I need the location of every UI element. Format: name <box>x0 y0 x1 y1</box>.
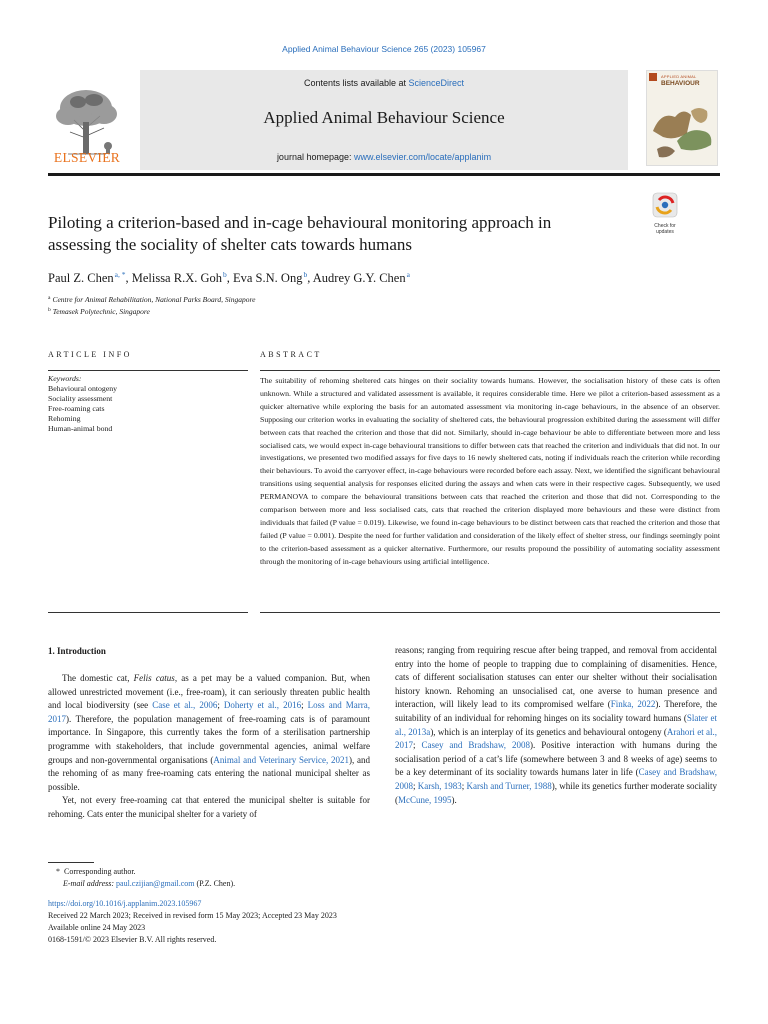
author[interactable]: Melissa R.X. Goh$^b$ <box>131 270 227 285</box>
publisher-name: ELSEVIER <box>53 150 121 165</box>
intro-paragraph-1: The domestic cat, Felis catus, as a pet may be a valued companion. But, when allowed unrestricted movement (i.e., free-roam), it can seriously threaten public health and local biodiversity (see Case et al., 2006; Doherty et al., 2016; Loss and Marra, 2017). Therefore, the population management of free-roaming cats is of paramount importance. In Singapore, this currently takes the form of a sterilisation partnership programme with stakeholders, that include governmental agencies, animal welfare groups and non-governmental organisations (Animal and Veterinary Service, 2021), and the rehoming of as many free-roaming cats entering the national municipal shelter as possible. <box>48 673 370 792</box>
check-for-updates-badge[interactable] <box>647 192 683 235</box>
received-dates: Received 22 March 2023; Received in revised form 15 May 2023; Accepted 23 May 2023 <box>48 911 337 920</box>
author[interactable]: Audrey G.Y. Chen$^a$ <box>312 270 410 285</box>
homepage-line <box>140 152 628 162</box>
abstract-rule <box>260 370 720 371</box>
reference-link[interactable]: McCune, 1995 <box>398 794 452 805</box>
check-badge-text <box>647 223 683 235</box>
abstract-text: The suitability of rehoming sheltered cats hinges on their sociality towards humans. However, the socialisation history of these cats is often unknown. While a structured and validated assessment is available, it requires considerable time. Here we pilot a criterion-based assessment as a quicker alternative while exploring the basis for an automated assessment via monitoring in-cage behaviours, in the absence of an observer. Supposing our criterion works in evaluating the sociality of sheltered cats, the behavioural progression exhibited during the assessment will differ between cats that reached the criterion and those that did not. Similarly, should in-cage behaviour be able to differentiate between more and less socialised cats, we would expect in-cage behavioural transitions to differ between cats that reached the criterion and individuals that did not. In our investigations, we presented two modified assays for five days to 16 newly sheltered cats, noting if individuals reach the criterion while recording their behaviours. To avoid the carryover effect, in-cage behaviours were recorded before each assay. Next, we identified the significant behavioural transitions using sequential analysis for responses elicited during the assays and when cats were in their respective cages. Subsequently, we used PERMANOVA to compare the behavioural transitions between cats that reached the criterion and those that did not. Corresponding to the comparison between more and less socialised cats, cats that reached the criterion displayed more behaviours and these were distinct from individuals that failed (P value = 0.019). Likewise, we found in-cage behaviours to be distinct between cats that reached the criterion and those that failed (P value = 0.001). Despite the need for further validation and consideration of the likely effect of shelter stress, our findings seemingly point to the criterion-based assessment as a quicker alternative. Furthermore, our results propound the possibility of automating sociality assessment through the monitoring of in-cage behaviours using artificial intelligence. <box>260 376 720 566</box>
reference-link[interactable]: Loss and Marra, 2017 <box>48 700 370 724</box>
keyword-item: Rehoming <box>48 414 81 423</box>
sciencedirect-link[interactable]: ScienceDirect <box>408 78 465 88</box>
keyword-item: Free-roaming cats <box>48 404 105 413</box>
article-info-bottom-rule <box>48 612 248 613</box>
author-list: Paul Z. Chen$^{a, *}$, Melissa R.X. Goh$^b$, Eva S.N. Ong$^b$, Audrey G.Y. Chen$^a$ <box>48 270 410 285</box>
reference-link[interactable]: Arahori et al., 2017 <box>395 726 718 751</box>
species-name: Felis catus <box>133 673 175 683</box>
cover-small-text: APPLIED ANIMAL <box>661 74 697 79</box>
author[interactable]: Eva S.N. Ong$^b$ <box>233 270 308 285</box>
abstract-bottom-rule <box>260 612 720 613</box>
keyword-item: Human-animal bond <box>48 424 113 433</box>
cover-big-text: BEHAVIOUR <box>661 80 700 87</box>
keywords-label: Keywords: <box>48 374 82 383</box>
reference-link[interactable]: Doherty et al., 2016 <box>223 700 302 711</box>
journal-header <box>48 70 628 170</box>
keyword-item: Sociality assessment <box>48 394 113 403</box>
keywords-block <box>48 374 248 434</box>
affiliation-a: $^a$ Centre for Animal Rehabilitation, National Parks Board, Singapore <box>48 295 256 304</box>
reference-link[interactable]: Casey and Bradshaw, 2008 <box>421 740 530 751</box>
reference-link[interactable]: Karsh and Turner, 1988 <box>466 780 552 791</box>
corresponding-author-note: * Corresponding author. <box>56 867 136 876</box>
check-badge-text-2: updates <box>656 229 674 235</box>
check-for-updates-icon <box>647 192 683 218</box>
homepage-prefix: journal homepage: <box>276 152 354 162</box>
keyword-item: Behavioural ontogeny <box>48 384 118 393</box>
body-column-left <box>48 672 370 822</box>
journal-title: Applied Animal Behaviour Science <box>263 108 505 127</box>
intro-paragraph-2-continued: reasons; ranging from requiring rescue after being trapped, and removal from accidental entry into the home of people to trapping due to complaining of disamenities. Hence, cats of different socialisation statuses can enter our shelter without their socialisation history known. Rehoming an unsocialised cat, one averse to human presence and interaction, will likely lead to its compromised welfare (Finka, 2022). Therefore, the suitability of an individual for rehoming hinges on its sociality toward humans (Slater et al., 2013a), which is an interplay of its genetics and behavioural ontogeny (Arahori et al., 2017; Casey and Bradshaw, 2008). Positive interaction with humans during the socialisation period of a cat’s life (somewhere between 3 and 8 weeks of age) seems to be a key determinant of its sociality towards humans later in life (Casey and Bradshaw, 2008; Karsh, 1983; Karsh and Turner, 1988), while its genetics further moderate sociality (McCune, 1995). <box>395 645 718 805</box>
email-link[interactable]: paul.czijian@gmail.com <box>116 879 195 888</box>
article-title-line-1: Piloting a criterion-based and in-cage behavioural monitoring approach in <box>48 213 552 232</box>
reference-link[interactable]: Karsh, 1983 <box>417 780 462 791</box>
reference-link[interactable]: Case et al., 2006 <box>152 700 218 711</box>
journal-header-box <box>140 70 628 170</box>
contents-line <box>140 78 628 88</box>
doi-link[interactable]: https://doi.org/10.1016/j.applanim.2023.105967 <box>48 899 202 908</box>
journal-cover-thumbnail[interactable] <box>646 70 718 166</box>
copyright-line: 0168-1591/© 2023 Elsevier B.V. All rights reserved. <box>48 935 217 944</box>
article-title <box>48 212 638 256</box>
footnote-rule <box>48 862 94 863</box>
online-date: Available online 24 May 2023 <box>48 923 146 932</box>
reference-link[interactable]: Casey and Bradshaw, 2008 <box>395 767 717 791</box>
body-column-right <box>395 644 717 807</box>
header-rule <box>48 173 720 176</box>
email-note: E-mail address: paul.czijian@gmail.com (P.Z. Chen). <box>63 879 236 888</box>
reference-link[interactable]: Finka, 2022 <box>610 699 656 710</box>
journal-homepage-link[interactable]: www.elsevier.com/locate/applanim <box>354 152 492 162</box>
check-badge-text-1: Check for <box>654 223 676 229</box>
introduction-heading: 1. Introduction <box>48 646 106 656</box>
reference-link[interactable]: Slater et al., 2013a <box>395 712 717 737</box>
contents-prefix: Contents lists available at <box>303 78 409 88</box>
intro-paragraph-2: Yet, not every free-roaming cat that entered the municipal shelter is suitable for rehoming. Cats enter the municipal shelter for a variety of <box>48 795 370 819</box>
affiliation-b: $^b$ Temasek Polytechnic, Singapore <box>48 307 150 316</box>
cover-animal-illustration <box>647 71 718 166</box>
article-title-line-2: assessing the sociality of shelter cats towards humans <box>48 235 413 254</box>
abstract-heading: ABSTRACT <box>260 350 322 359</box>
article-info-heading: ARTICLE INFO <box>48 350 132 359</box>
reference-link[interactable]: Animal and Veterinary Service, 2021 <box>213 754 349 765</box>
article-info-rule <box>48 370 248 371</box>
author[interactable]: Paul Z. Chen$^{a, *}$ <box>48 270 126 285</box>
journal-citation-link[interactable]: Applied Animal Behaviour Science 265 (2023) 105967 <box>282 44 486 54</box>
